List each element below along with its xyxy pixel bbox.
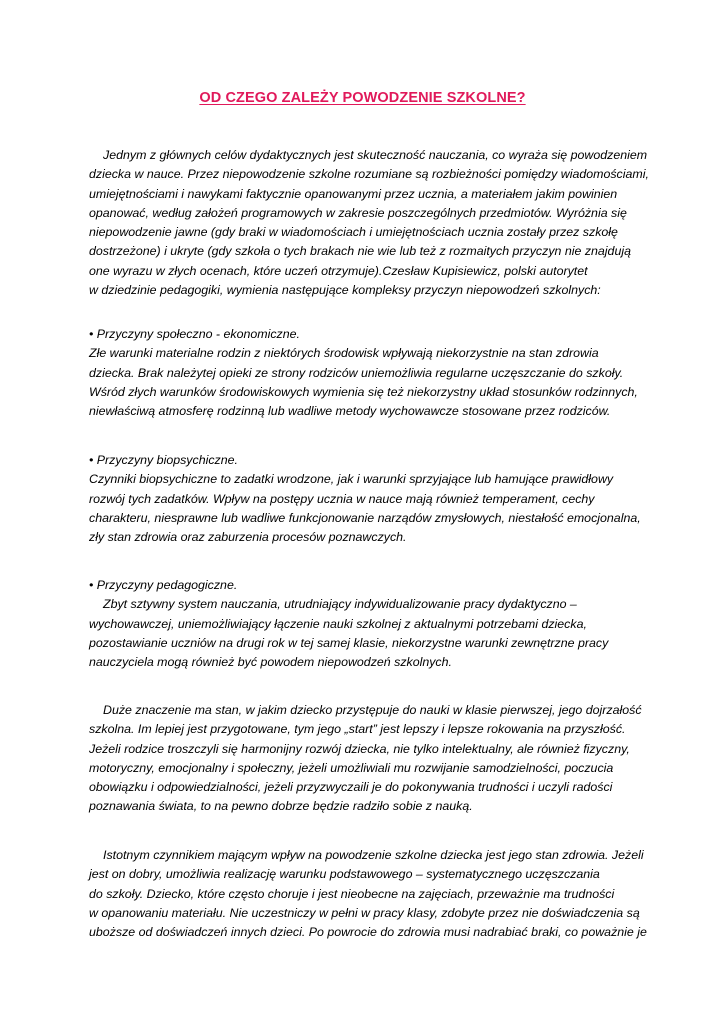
paragraph-line: niepowodzenie jawne (gdy braki w wiadomościach i umiejętnościach ucznia zostały przez szkołę <box>89 225 618 240</box>
paragraph-line: rozwój tych zadatków. Wpływ na postępy ucznia w nauce mają również temperament, cechy <box>89 491 595 506</box>
paragraph-biopsychic <box>89 451 649 547</box>
paragraph-health <box>89 846 649 942</box>
bullet-heading: • Przyczyny biopsychiczne. <box>89 453 238 467</box>
paragraph-line: uboższe od doświadczeń innych dzieci. Po powrocie do zdrowia musi nadrabiać braki, co poważnie je <box>89 925 647 940</box>
paragraph-line: dostrzeżone) i ukryte (gdy szkoła o tych brakach nie wie lub też z rozmaitych przyczyn nie znajdują <box>89 244 631 259</box>
paragraph-line: charakteru, niesprawne lub wadliwe funkcjonowanie narządów zmysłowych, niestałość emocjonalna, <box>89 510 641 525</box>
paragraph-line: w dziedzinie pedagogiki, wymienia następujące kompleksy przyczyn niepowodzeń szkolnych: <box>89 283 601 298</box>
paragraph-line: Duże znaczenie ma stan, w jakim dziecko przystępuje do nauki w klasie pierwszej, jego dojrzałość <box>103 703 642 717</box>
paragraph-line: Jednym z głównych celów dydaktycznych jest skuteczność nauczania, co wyraża się powodzeniem <box>103 148 648 162</box>
paragraph-line: obowiązku i odpowiedzialności, jeżeli przyzwyczaili je do pokonywania trudności i uczyli radości <box>89 780 613 795</box>
paragraph-line: zły stan zdrowia oraz zaburzenia procesów poznawczych. <box>89 530 407 545</box>
paragraph-line: nauczyciela mogą również być powodem niepowodzeń szkolnych. <box>89 655 452 670</box>
bullet-heading: • Przyczyny społeczno - ekonomiczne. <box>89 327 300 341</box>
paragraph-line: poznawania świata, to na pewno dobrze będzie radziło sobie z nauką. <box>89 799 473 814</box>
document-title <box>0 90 725 106</box>
paragraph-line: szkolna. Im lepiej jest przygotowane, tym jego „start” jest lepszy i lepsze rokowania na przyszłość. <box>89 722 626 737</box>
paragraph-line: niewłaściwą atmosferę rodzinną lub wadliwe metody wychowawcze stosowane przez rodziców. <box>89 404 611 419</box>
bullet-heading: • Przyczyny pedagogiczne. <box>89 578 238 592</box>
paragraph-line: opanować, według założeń programowych w zakresie poszczególnych przedmiotów. Wyróżnia się <box>89 205 627 220</box>
paragraph-line: w opanowaniu materiału. Nie uczestniczy w pełni w pracy klasy, zdobyte przez nie doświadczenia są <box>89 905 640 920</box>
paragraph-line: motoryczny, emocjonalny i społeczny, jeżeli umożliwiali mu rozwijanie samodzielności, poczucia <box>89 760 614 775</box>
paragraph-line: Złe warunki materialne rodzin z niektórych środowisk wpływają niekorzystnie na stan zdrowia <box>89 346 599 361</box>
paragraph-pedagogical <box>89 576 649 672</box>
paragraph-line: Czynniki biopsychiczne to zadatki wrodzone, jak i warunki sprzyjające lub hamujące prawidłowy <box>89 472 614 487</box>
paragraph-socio-economic <box>89 325 649 421</box>
paragraph-line: Wśród złych warunków środowiskowych wymienia się też niekorzystny układ stosunków rodzinnych, <box>89 384 638 399</box>
paragraph-line: dziecka. Brak należytej opieki ze strony rodziców uniemożliwia regularne uczęszczanie do szkoły. <box>89 365 624 380</box>
paragraph-line: pozostawianie uczniów na drugi rok w tej samej klasie, niekorzystne warunki zewnętrzne pracy <box>89 635 609 650</box>
paragraph-intro <box>89 146 649 300</box>
paragraph-line: umiejętnościami i nawykami faktycznie opanowanymi przez ucznia, a materiałem jakim powinien <box>89 186 618 201</box>
paragraph-line: wychowawczej, uniemożliwiający łączenie nauki szkolnej z aktualnymi potrzebami dziecka, <box>89 616 587 631</box>
paragraph-school-readiness <box>89 701 649 817</box>
paragraph-line: dziecka w nauce. Przez niepowodzenie szkolne rozumiane są rozbieżności pomiędzy wiadomościami, <box>89 167 649 182</box>
document-title-text: OD CZEGO ZALEŻY POWODZENIE SZKOLNE? <box>199 90 526 106</box>
paragraph-line: do szkoły. Dziecko, które często choruje i jest nieobecne na zajęciach, przeważnie ma trudności <box>89 886 615 901</box>
paragraph-line: Jeżeli rodzice troszczyli się harmonijny rozwój dziecka, nie tylko intelektualny, ale również fizyczny, <box>89 741 630 756</box>
paragraph-line: Istotnym czynnikiem mającym wpływ na powodzenie szkolne dziecka jest jego stan zdrowia. Jeżeli <box>103 848 644 862</box>
paragraph-line: jest on dobry, umożliwia realizację warunku podstawowego – systematycznego uczęszczania <box>89 867 600 882</box>
paragraph-line: Zbyt sztywny system nauczania, utrudniający indywidualizowanie pracy dydaktyczno – <box>103 597 577 612</box>
paragraph-line: one wyrazu w złych ocenach, które uczeń otrzymuje).Czesław Kupisiewicz, polski autorytet <box>89 263 588 278</box>
